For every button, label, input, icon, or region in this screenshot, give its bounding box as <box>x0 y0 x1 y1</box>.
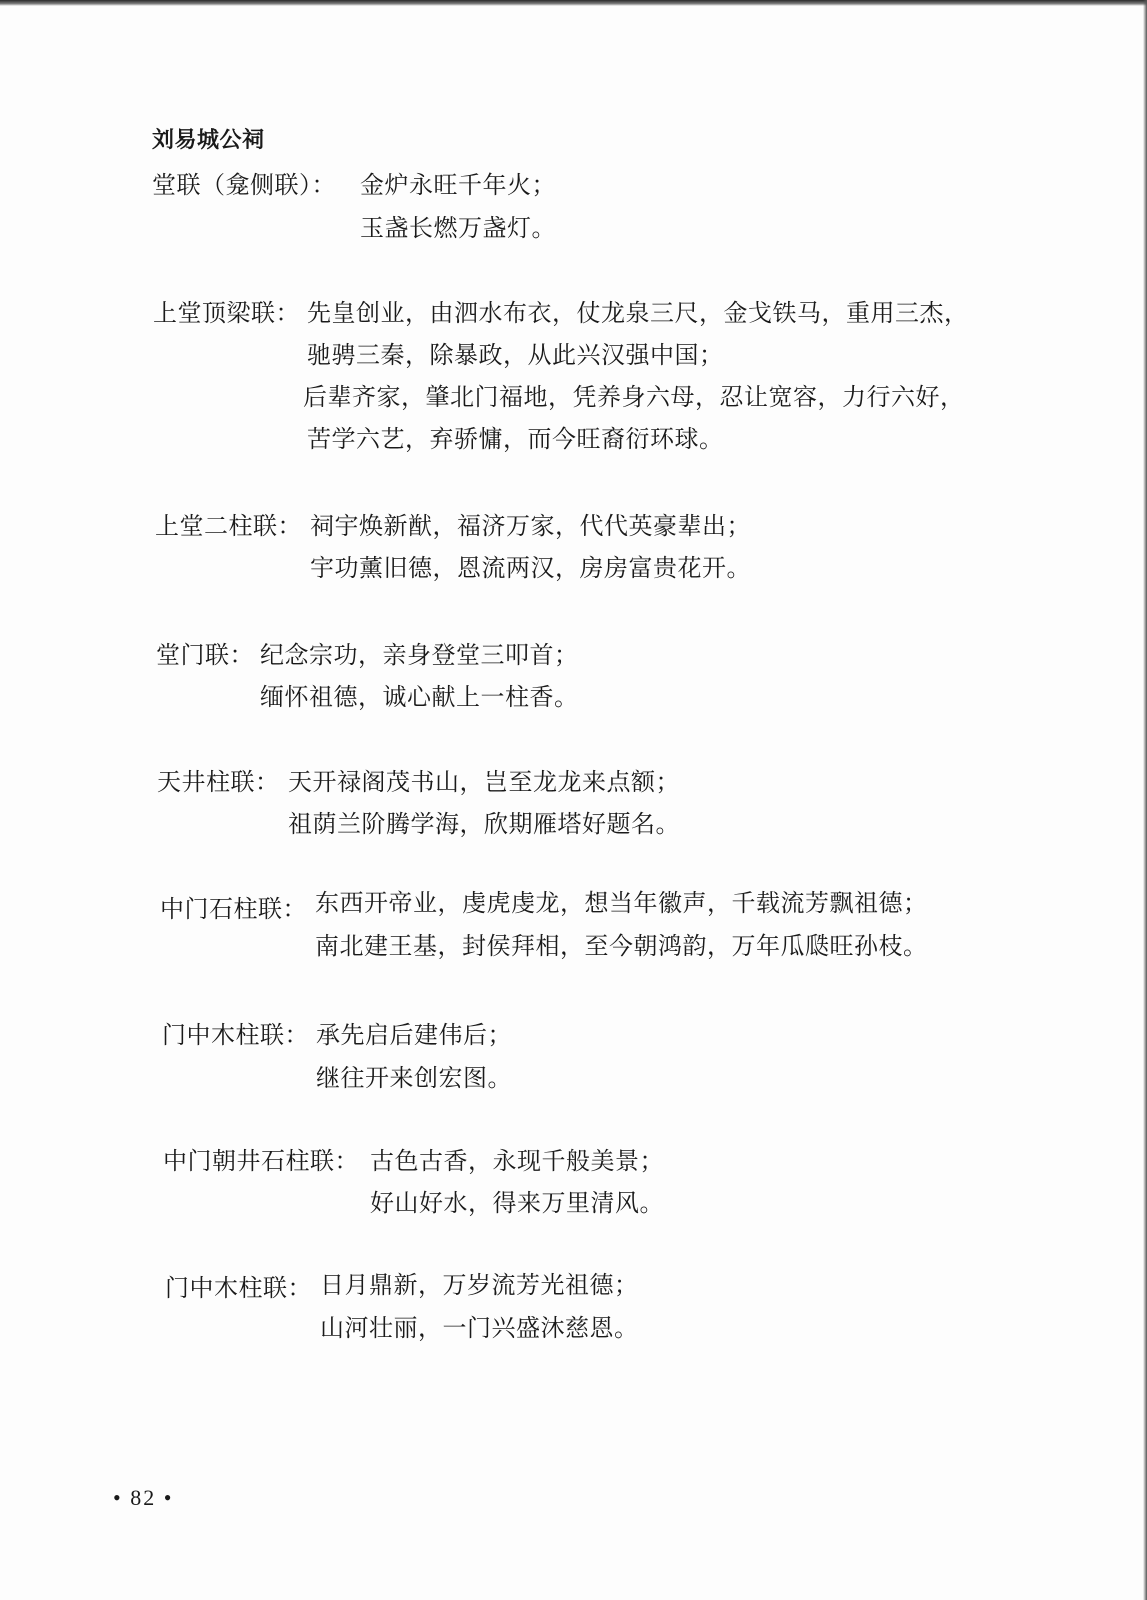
couplet-label: 门中木柱联： <box>162 1021 309 1049</box>
couplet-line: 苦学六艺，弃骄慵，而今旺裔衍环球。 <box>307 425 724 453</box>
couplet-line: 东西开帝业，虔虎虔龙，想当年徽声，千载流芳飘祖德； <box>315 889 928 917</box>
couplet-line: 宇功薰旧德，恩流两汉，房房富贵花开。 <box>310 554 751 582</box>
couplet-line: 缅怀祖德，诚心献上一柱香。 <box>260 683 579 711</box>
couplet-line: 纪念宗功，亲身登堂三叩首； <box>260 641 579 669</box>
couplet-line: 好山好水，得来万里清风。 <box>370 1189 664 1217</box>
couplet-line: 金炉永旺千年火； <box>360 171 556 199</box>
scan-right-edge <box>1143 0 1147 1600</box>
page-number: • 82 • <box>113 1485 174 1510</box>
couplet-line: 山河壮丽，一门兴盛沐慈恩。 <box>320 1314 639 1342</box>
couplet-label: 堂门联： <box>156 641 254 669</box>
couplet-line: 南北建王基，封侯拜相，至今朝鸿韵，万年瓜瓞旺孙枝。 <box>315 932 928 960</box>
couplet-line: 祖荫兰阶腾学海，欣期雁塔好题名。 <box>288 810 680 838</box>
couplet-line: 先皇创业，由泗水布衣，仗龙泉三尺，金戈铁马，重用三杰， <box>307 299 969 327</box>
couplet-line: 玉盏长燃万盏灯。 <box>360 214 556 242</box>
couplet-line: 祠宇焕新猷，福济万家，代代英豪辈出； <box>310 512 751 540</box>
couplet-label: 门中木柱联： <box>165 1274 312 1302</box>
couplet-label: 中门石柱联： <box>160 895 307 923</box>
couplet-line: 继往开来创宏图。 <box>316 1064 512 1092</box>
couplet-line: 古色古香，永现千般美景； <box>370 1147 664 1175</box>
couplet-line: 驰骋三秦，除暴政，从此兴汉强中国； <box>307 341 724 369</box>
couplet-label: 上堂顶梁联： <box>153 299 300 327</box>
document-title: 刘易城公祠 <box>152 128 265 153</box>
couplet-line: 承先启后建伟后； <box>316 1021 512 1049</box>
couplet-label: 中门朝井石柱联： <box>163 1147 359 1175</box>
couplet-label: 上堂二柱联： <box>155 512 302 540</box>
couplet-line: 天开禄阁茂书山，岂至龙龙来点额； <box>288 768 680 796</box>
couplet-label: 堂联（龛侧联）： <box>152 171 336 199</box>
couplet-label: 天井柱联： <box>157 768 280 796</box>
couplet-line: 后辈齐家，肇北门福地，凭养身六母，忍让宽容，力行六好， <box>303 383 965 411</box>
couplet-line: 日月鼎新，万岁流芳光祖德； <box>320 1271 639 1299</box>
scan-top-edge <box>0 0 1147 6</box>
